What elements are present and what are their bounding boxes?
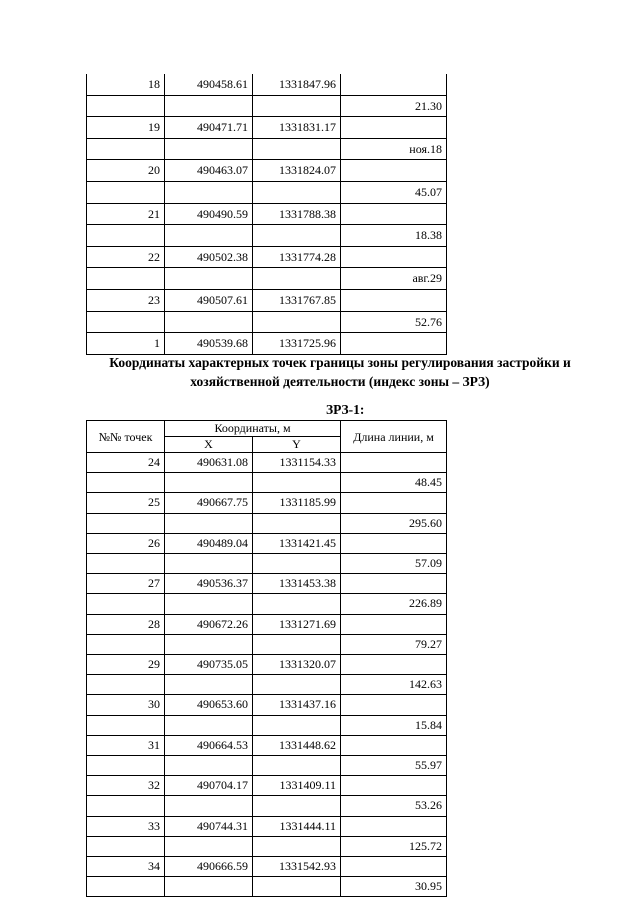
point-number-cell [87,675,165,695]
table-row [87,554,447,574]
table-row [87,493,447,513]
line-length-cell: ноя.18 [341,138,447,160]
x-coordinate-cell [165,268,253,290]
x-coordinate-cell: 490536.37 [165,574,253,594]
y-coordinate-cell [253,836,341,856]
table-row [87,473,447,493]
table-row [87,796,447,816]
x-coordinate-cell [165,877,253,897]
x-coordinate-cell: 490704.17 [165,776,253,796]
table-row [87,333,447,355]
table-row [87,655,447,675]
y-coordinate-cell: 1331824.07 [253,160,341,182]
point-number-cell [87,95,165,117]
point-number-cell: 29 [87,655,165,675]
x-coordinate-cell [165,594,253,614]
point-number-cell [87,268,165,290]
y-coordinate-cell [253,473,341,493]
table-row [87,95,447,117]
point-number-cell: 23 [87,289,165,311]
x-coordinate-cell [165,715,253,735]
line-length-cell: 226.89 [341,594,447,614]
section-heading-line-2: хозяйственной деятельности (индекс зоны – ЗРЗ) [190,374,490,389]
line-length-cell [341,160,447,182]
point-number-cell [87,513,165,533]
point-number-cell: 27 [87,574,165,594]
x-coordinate-cell: 490507.61 [165,289,253,311]
header-line-length: Длина линии, м [341,421,447,453]
point-number-cell: 25 [87,493,165,513]
x-coordinate-cell: 490471.71 [165,117,253,139]
line-length-cell [341,333,447,355]
line-length-cell [341,117,447,139]
point-number-cell [87,756,165,776]
y-coordinate-cell: 1331154.33 [253,453,341,473]
y-coordinate-cell: 1331271.69 [253,614,341,634]
y-coordinate-cell: 1331320.07 [253,655,341,675]
line-length-cell: авг.29 [341,268,447,290]
point-number-cell [87,634,165,654]
x-coordinate-cell: 490667.75 [165,493,253,513]
line-length-cell [341,776,447,796]
table-row [87,776,447,796]
x-coordinate-cell: 490539.68 [165,333,253,355]
line-length-cell [341,203,447,225]
line-length-cell [341,655,447,675]
y-coordinate-cell [253,181,341,203]
line-length-cell [341,246,447,268]
x-coordinate-cell: 490664.53 [165,735,253,755]
table-row [87,74,447,95]
table-row [87,138,447,160]
header-points: №№ точек [87,421,165,453]
x-coordinate-cell: 490463.07 [165,160,253,182]
zrz-1-coordinates-table [86,420,447,897]
table-row [87,268,447,290]
point-number-cell: 26 [87,533,165,553]
x-coordinate-cell: 490666.59 [165,857,253,877]
line-length-cell [341,533,447,553]
y-coordinate-cell [253,675,341,695]
x-coordinate-cell [165,181,253,203]
point-number-cell: 22 [87,246,165,268]
table-row [87,181,447,203]
y-coordinate-cell: 1331831.17 [253,117,341,139]
line-length-cell: 21.30 [341,95,447,117]
x-coordinate-cell [165,138,253,160]
table-row [87,836,447,856]
x-coordinate-cell: 490672.26 [165,614,253,634]
line-length-cell [341,453,447,473]
line-length-cell: 57.09 [341,554,447,574]
y-coordinate-cell: 1331421.45 [253,533,341,553]
point-number-cell [87,594,165,614]
y-coordinate-cell: 1331774.28 [253,246,341,268]
table-row [87,634,447,654]
line-length-cell [341,493,447,513]
point-number-cell [87,225,165,247]
line-length-cell [341,289,447,311]
table-row [87,225,447,247]
line-length-cell [341,816,447,836]
table-row [87,695,447,715]
y-coordinate-cell [253,634,341,654]
point-number-cell: 1 [87,333,165,355]
table-row [87,574,447,594]
line-length-cell: 18.38 [341,225,447,247]
y-coordinate-cell [253,268,341,290]
x-coordinate-cell: 490631.08 [165,453,253,473]
header-coordinates: Координаты, м [165,421,341,437]
y-coordinate-cell: 1331185.99 [253,493,341,513]
table-row [87,246,447,268]
line-length-cell [341,735,447,755]
line-length-cell: 53.26 [341,796,447,816]
line-length-cell: 30.95 [341,877,447,897]
point-number-cell: 18 [87,74,165,95]
table-row [87,594,447,614]
line-length-cell: 55.97 [341,756,447,776]
point-number-cell: 19 [87,117,165,139]
point-number-cell [87,181,165,203]
point-number-cell: 34 [87,857,165,877]
line-length-cell [341,857,447,877]
section-heading-line-1: Координаты характерных точек границы зоны регулирования застройки и [109,355,571,370]
table-row [87,857,447,877]
x-coordinate-cell [165,554,253,574]
line-length-cell: 45.07 [341,181,447,203]
point-number-cell [87,473,165,493]
point-number-cell [87,877,165,897]
point-number-cell: 28 [87,614,165,634]
y-coordinate-cell: 1331542.93 [253,857,341,877]
point-number-cell [87,715,165,735]
table-row [87,289,447,311]
x-coordinate-cell [165,311,253,333]
table-row [87,715,447,735]
x-coordinate-cell [165,836,253,856]
x-coordinate-cell [165,796,253,816]
x-coordinate-cell: 490735.05 [165,655,253,675]
x-coordinate-cell [165,513,253,533]
zone-subheading: ЗРЗ-1: [326,402,365,417]
point-number-cell [87,138,165,160]
point-number-cell: 33 [87,816,165,836]
x-coordinate-cell [165,225,253,247]
line-length-cell [341,695,447,715]
y-coordinate-cell: 1331409.11 [253,776,341,796]
line-length-cell: 295.60 [341,513,447,533]
point-number-cell: 31 [87,735,165,755]
y-coordinate-cell [253,756,341,776]
x-coordinate-cell [165,473,253,493]
line-length-cell: 79.27 [341,634,447,654]
y-coordinate-cell: 1331448.62 [253,735,341,755]
point-number-cell [87,554,165,574]
header-y: Y [253,437,341,453]
y-coordinate-cell [253,594,341,614]
table-row [87,614,447,634]
x-coordinate-cell [165,634,253,654]
y-coordinate-cell [253,796,341,816]
x-coordinate-cell: 490744.31 [165,816,253,836]
point-number-cell: 21 [87,203,165,225]
table-row [87,675,447,695]
table-row [87,735,447,755]
line-length-cell [341,574,447,594]
y-coordinate-cell [253,877,341,897]
y-coordinate-cell: 1331788.38 [253,203,341,225]
x-coordinate-cell: 490653.60 [165,695,253,715]
x-coordinate-cell: 490502.38 [165,246,253,268]
point-number-cell: 32 [87,776,165,796]
header-x: X [165,437,253,453]
y-coordinate-cell [253,225,341,247]
point-number-cell: 30 [87,695,165,715]
x-coordinate-cell [165,95,253,117]
y-coordinate-cell: 1331453.38 [253,574,341,594]
x-coordinate-cell: 490490.59 [165,203,253,225]
y-coordinate-cell: 1331444.11 [253,816,341,836]
line-length-cell [341,74,447,95]
table-row [87,311,447,333]
y-coordinate-cell: 1331437.16 [253,695,341,715]
x-coordinate-cell: 490458.61 [165,74,253,95]
table-row [87,877,447,897]
y-coordinate-cell [253,554,341,574]
x-coordinate-cell [165,756,253,776]
y-coordinate-cell [253,513,341,533]
x-coordinate-cell [165,675,253,695]
coordinates-table-continued [86,74,447,355]
table-row [87,756,447,776]
y-coordinate-cell: 1331725.96 [253,333,341,355]
y-coordinate-cell [253,138,341,160]
line-length-cell [341,614,447,634]
y-coordinate-cell [253,311,341,333]
point-number-cell [87,796,165,816]
y-coordinate-cell [253,715,341,735]
x-coordinate-cell: 490489.04 [165,533,253,553]
point-number-cell: 20 [87,160,165,182]
table-row [87,453,447,473]
table-row [87,513,447,533]
table-row [87,816,447,836]
table-row [87,117,447,139]
line-length-cell: 48.45 [341,473,447,493]
y-coordinate-cell: 1331847.96 [253,74,341,95]
line-length-cell: 125.72 [341,836,447,856]
table-row [87,203,447,225]
point-number-cell: 24 [87,453,165,473]
line-length-cell: 142.63 [341,675,447,695]
y-coordinate-cell [253,95,341,117]
point-number-cell [87,836,165,856]
line-length-cell: 52.76 [341,311,447,333]
y-coordinate-cell: 1331767.85 [253,289,341,311]
point-number-cell [87,311,165,333]
table-row [87,533,447,553]
line-length-cell: 15.84 [341,715,447,735]
table-row [87,160,447,182]
